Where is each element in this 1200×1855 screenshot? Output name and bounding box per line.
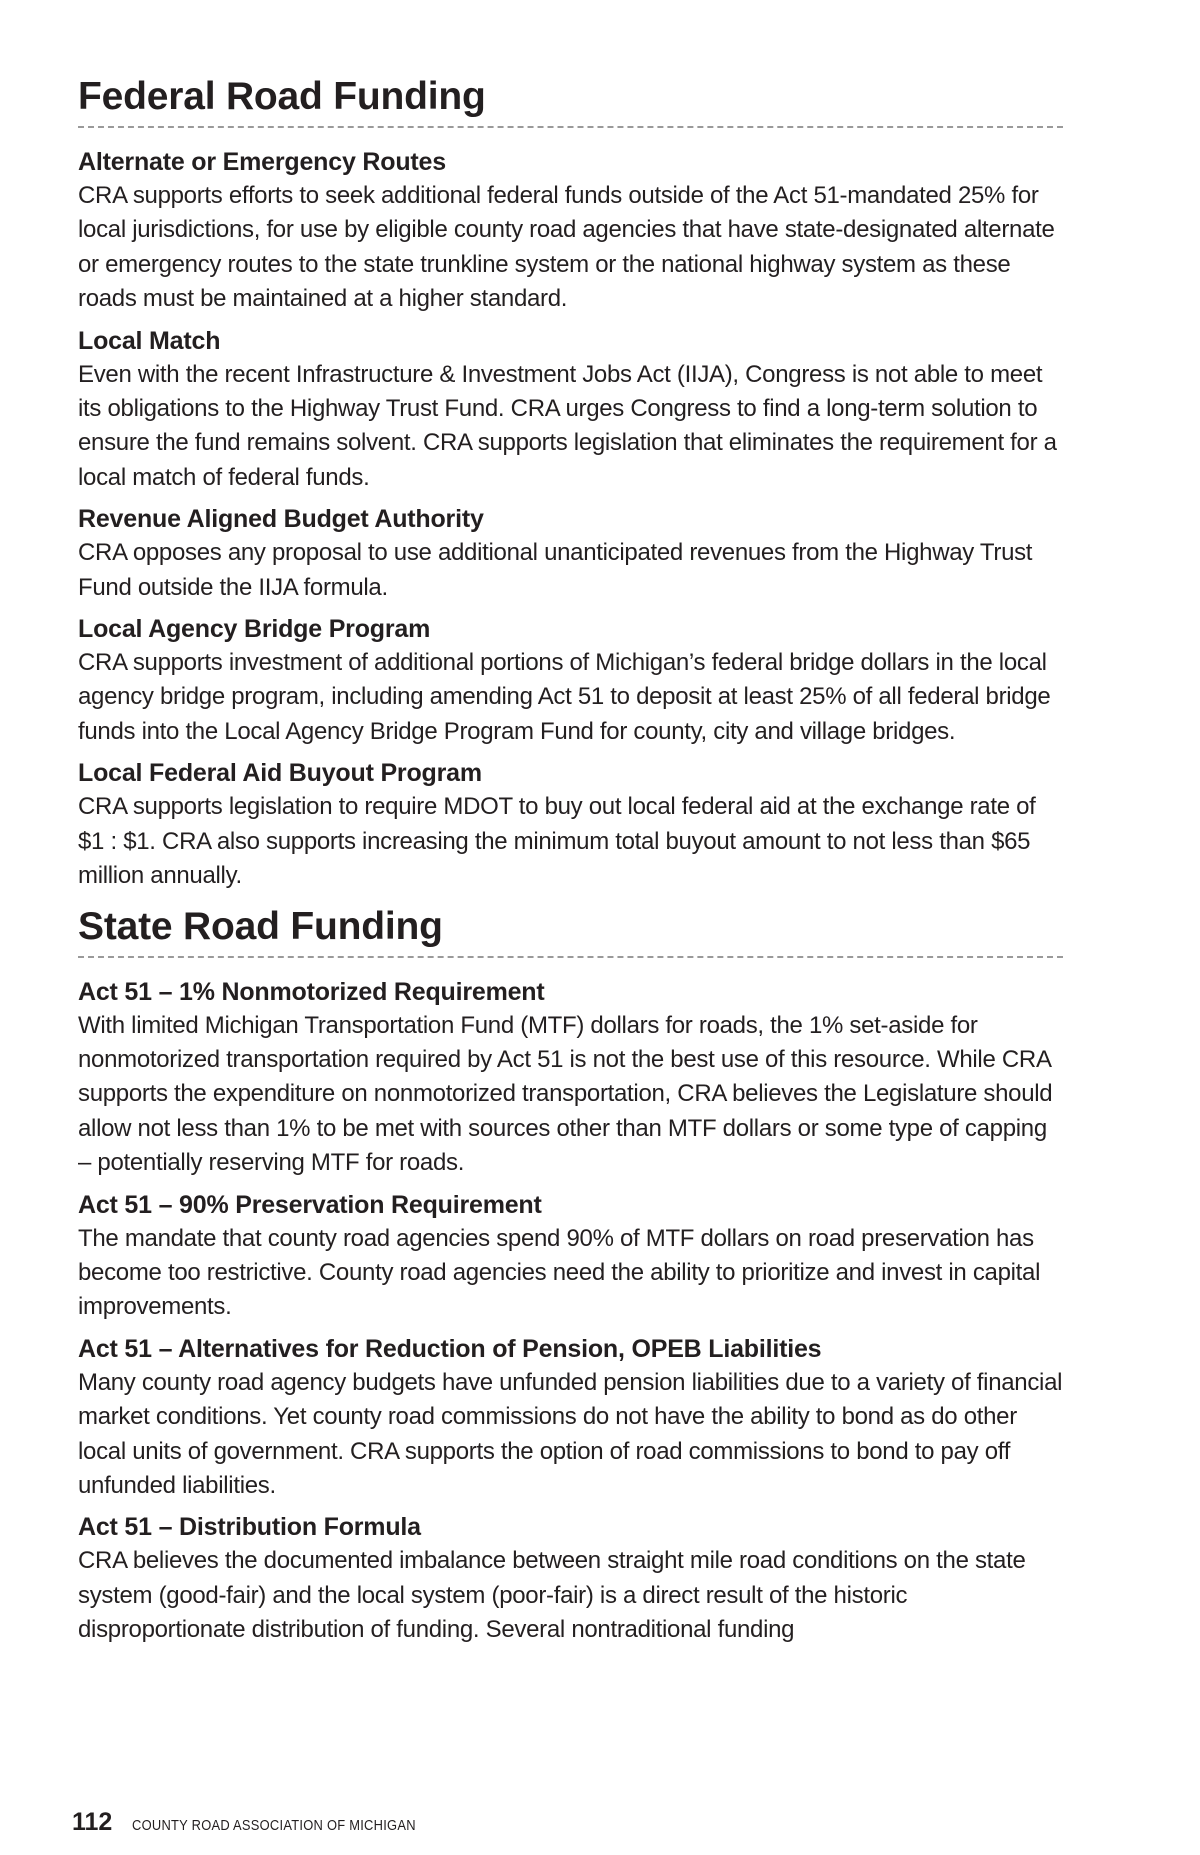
entry-body: CRA supports efforts to seek additional federal funds outside of the Act 51-mandated 25% for local jurisdictions, for use by eligible county road agencies that have state-designated alternate or emergency routes to the state trunkline system or the national highway system as these roads must be maintained at a higher standard. — [78, 182, 1055, 313]
entry-heading: Revenue Aligned Budget Authority — [78, 505, 484, 534]
entry-body: Many county road agency budgets have unfunded pension liabilities due to a variety of financial market conditions. Yet county road commissions do not have the ability to bond as do other local units of government. CRA supports the option of road commissions to bond to pay off unfunded liabilities. — [78, 1368, 1063, 1499]
state-road-funding-section — [78, 904, 1063, 1648]
document-page — [78, 74, 1063, 1648]
entry-revenue-aligned-budget-authority — [78, 503, 1063, 605]
page-footer — [72, 1808, 462, 1837]
entry-body: CRA supports legislation to require MDOT to buy out local federal aid at the exchange rate of $1 : $1. CRA also supports increasing the minimum total buyout amount to not less than $65 million annually. — [78, 793, 1036, 890]
entry-body: CRA supports investment of additional portions of Michigan’s federal bridge dollars in the local agency bridge program, including amending Act 51 to deposit at least 25% of all federal bridge funds into the Local Agency Bridge Program Fund for county, city and village bridges. — [78, 649, 1051, 745]
entry-heading: Act 51 – Alternatives for Reduction of Pension, OPEB Liabilities — [78, 1334, 822, 1363]
publisher-label: COUNTY ROAD ASSOCIATION OF MICHIGAN — [132, 1817, 417, 1834]
entry-heading: Local Federal Aid Buyout Program — [78, 759, 482, 788]
federal-road-funding-section — [78, 74, 1063, 894]
entry-local-federal-aid-buyout-program — [78, 757, 1063, 893]
entry-body: Even with the recent Infrastructure & Investment Jobs Act (IIJA), Congress is not able to meet its obligations to the Highway Trust Fund. CRA urges Congress to find a long-term solution to ensure the fund remains solvent. CRA supports legislation that eliminates the requirement for a local match of federal funds. — [78, 360, 1057, 491]
page-number: 112 — [72, 1808, 113, 1836]
entry-local-match — [78, 325, 1063, 496]
entry-heading: Local Agency Bridge Program — [78, 615, 431, 644]
section-title: Federal Road Funding — [78, 74, 1063, 128]
entry-act51-nonmotorized-requirement — [78, 976, 1063, 1181]
entry-heading: Act 51 – Distribution Formula — [78, 1513, 421, 1542]
entry-heading: Alternate or Emergency Routes — [78, 148, 446, 176]
entry-heading: Act 51 – 1% Nonmotorized Requirement — [78, 977, 545, 1006]
entry-body: CRA opposes any proposal to use additional unanticipated revenues from the Highway Trust Fund outside the IIJA formula. — [78, 539, 1033, 601]
entry-act51-preservation-requirement — [78, 1189, 1063, 1325]
entry-local-agency-bridge-program — [78, 613, 1063, 749]
entry-alternate-emergency-routes — [78, 146, 1063, 317]
entry-heading: Local Match — [78, 326, 221, 355]
entry-body: The mandate that county road agencies spend 90% of MTF dollars on road preservation has become too restrictive. County road agencies need the ability to prioritize and invest in capital improvements. — [78, 1224, 1041, 1321]
entry-heading: Act 51 – 90% Preservation Requirement — [78, 1190, 542, 1219]
entry-act51-distribution-formula — [78, 1511, 1063, 1647]
section-title: State Road Funding — [78, 904, 1063, 958]
entry-act51-pension-opeb-liabilities — [78, 1333, 1063, 1504]
entry-body: With limited Michigan Transportation Fund (MTF) dollars for roads, the 1% set-aside for nonmotorized transportation required by Act 51 is not the best use of this resource. While CRA supports the expenditure on nonmotorized transportation, CRA believes the Legislature should allow not less than 1% to be met with sources other than MTF dollars or some type of capping – potentially reserving MTF for roads. — [78, 1011, 1053, 1177]
entry-body: CRA believes the documented imbalance between straight mile road conditions on the state system (good-fair) and the local system (poor-fair) is a direct result of the historic disproportionate distribution of funding. Several nontraditional funding — [78, 1547, 1026, 1644]
